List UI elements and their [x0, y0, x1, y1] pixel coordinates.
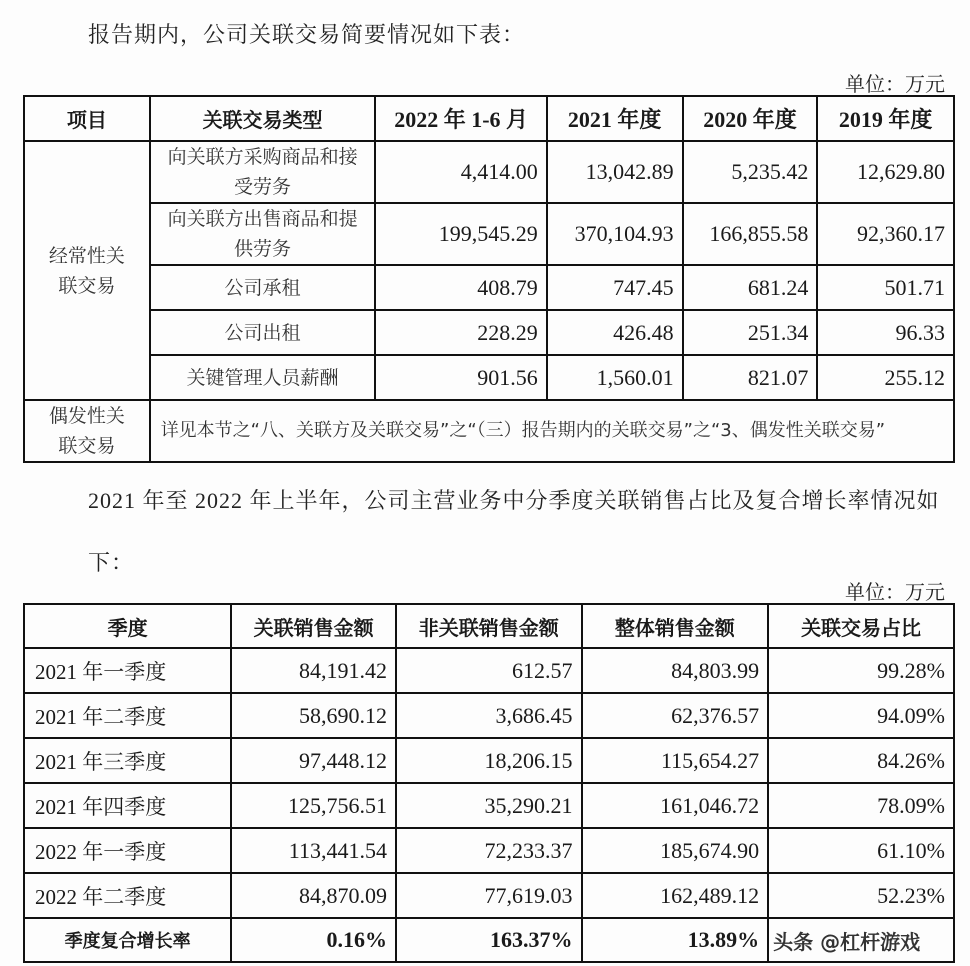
cell-value: 94.09% — [768, 693, 954, 738]
unit-label-1: 单位：万元 — [845, 74, 945, 96]
cell-value: 113,441.54 — [231, 828, 396, 873]
cell-value: 13.89% — [582, 918, 769, 962]
table-row — [24, 693, 954, 738]
cell-value: 612.57 — [396, 648, 582, 693]
cell-value: 163.37% — [396, 918, 582, 962]
cell-value: 3,686.45 — [396, 693, 582, 738]
cell-value: 426.48 — [547, 310, 683, 355]
cell-value: 4,414.00 — [375, 141, 546, 203]
cell-value: 0.16% — [231, 918, 396, 962]
cell-value: 84,803.99 — [582, 648, 769, 693]
table-row — [24, 400, 954, 462]
table-row — [24, 738, 954, 783]
related-transactions-table — [23, 95, 955, 463]
row-type: 关键管理人员薪酬 — [150, 355, 376, 400]
table-row-total — [24, 918, 954, 962]
cell-value: 84,191.42 — [231, 648, 396, 693]
table-row — [24, 203, 954, 265]
cell-value: 501.71 — [817, 265, 954, 310]
cell-value: 162,489.12 — [582, 873, 769, 918]
cell-value: 35,290.21 — [396, 783, 582, 828]
cell-value: 681.24 — [683, 265, 818, 310]
header-2022h1: 2022 年 1-6 月 — [375, 96, 546, 141]
intro-paragraph-2-line — [88, 470, 948, 594]
unit-label-2: 单位：万元 — [845, 582, 945, 604]
cell-value: 125,756.51 — [231, 783, 396, 828]
row-type: 向关联方采购商品和接受劳务 — [150, 141, 376, 203]
cell-value: 255.12 — [817, 355, 954, 400]
quarter-label: 2021 年三季度 — [24, 738, 231, 783]
header-quarter: 季度 — [24, 604, 231, 648]
cell-value: 199,545.29 — [375, 203, 546, 265]
cell-value: 96.33 — [817, 310, 954, 355]
cell-value: 92,360.17 — [817, 203, 954, 265]
cell-value: 18,206.15 — [396, 738, 582, 783]
table-row — [24, 783, 954, 828]
cell-value: 408.79 — [375, 265, 546, 310]
cell-value: 115,654.27 — [582, 738, 769, 783]
intro-paragraph-1: 报告期内，公司关联交易简要情况如下表： — [88, 22, 526, 47]
quarter-label: 2022 年一季度 — [24, 828, 231, 873]
cell-value: 61.10% — [768, 828, 954, 873]
header-2020: 2020 年度 — [683, 96, 818, 141]
cell-value: 12,629.80 — [817, 141, 954, 203]
cell-value: 52.23% — [768, 873, 954, 918]
table-row — [24, 828, 954, 873]
header-related-sales: 关联销售金额 — [231, 604, 396, 648]
cell-value: 821.07 — [683, 355, 818, 400]
cell-value: 166,855.58 — [683, 203, 818, 265]
cell-value: 58,690.12 — [231, 693, 396, 738]
cell-value: 84,870.09 — [231, 873, 396, 918]
quarter-label: 2021 年四季度 — [24, 783, 231, 828]
cell-value: 78.09% — [768, 783, 954, 828]
intro-paragraph-2: 2021 年至 2022 年上半年，公司主营业务中分季度关联销售占比及复合增长率情况如下： — [88, 488, 940, 575]
cell-value: 62,376.57 — [582, 693, 769, 738]
cell-value: 161,046.72 — [582, 783, 769, 828]
header-2019: 2019 年度 — [817, 96, 954, 141]
header-ratio: 关联交易占比 — [768, 604, 954, 648]
cell-value: 97,448.12 — [231, 738, 396, 783]
total-label: 季度复合增长率 — [24, 918, 231, 962]
table-row — [24, 648, 954, 693]
table-row — [24, 873, 954, 918]
cell-value: 370,104.93 — [547, 203, 683, 265]
header-total-sales: 整体销售金额 — [582, 604, 769, 648]
cell-value: 5,235.42 — [683, 141, 818, 203]
quarterly-sales-table — [23, 603, 955, 963]
quarter-label: 2022 年二季度 — [24, 873, 231, 918]
table-row — [24, 310, 954, 355]
row-type: 公司承租 — [150, 265, 376, 310]
cell-value: 13,042.89 — [547, 141, 683, 203]
cell-value: 84.26% — [768, 738, 954, 783]
cell-value: 747.45 — [547, 265, 683, 310]
occasional-note: 详见本节之“八、关联方及关联交易”之“（三）报告期内的关联交易”之“3、偶发性关联交易” — [150, 400, 954, 462]
cell-value: 901.56 — [375, 355, 546, 400]
cell-value: 77,619.03 — [396, 873, 582, 918]
cell-value: 228.29 — [375, 310, 546, 355]
row-type: 向关联方出售商品和提供劳务 — [150, 203, 376, 265]
row-type: 公司出租 — [150, 310, 376, 355]
group-recurring: 经常性关联交易 — [24, 141, 150, 400]
watermark: 头条 @杠杆游戏 — [768, 918, 954, 962]
cell-value: 72,233.37 — [396, 828, 582, 873]
table-row — [24, 355, 954, 400]
table-row — [24, 141, 954, 203]
group-occasional: 偶发性关联交易 — [24, 400, 150, 462]
table-row — [24, 265, 954, 310]
header-item: 项目 — [24, 96, 150, 141]
header-nonrelated-sales: 非关联销售金额 — [396, 604, 582, 648]
cell-value: 99.28% — [768, 648, 954, 693]
quarter-label: 2021 年一季度 — [24, 648, 231, 693]
header-2021: 2021 年度 — [547, 96, 683, 141]
quarter-label: 2021 年二季度 — [24, 693, 231, 738]
cell-value: 1,560.01 — [547, 355, 683, 400]
cell-value: 185,674.90 — [582, 828, 769, 873]
cell-value: 251.34 — [683, 310, 818, 355]
header-type: 关联交易类型 — [150, 96, 376, 141]
